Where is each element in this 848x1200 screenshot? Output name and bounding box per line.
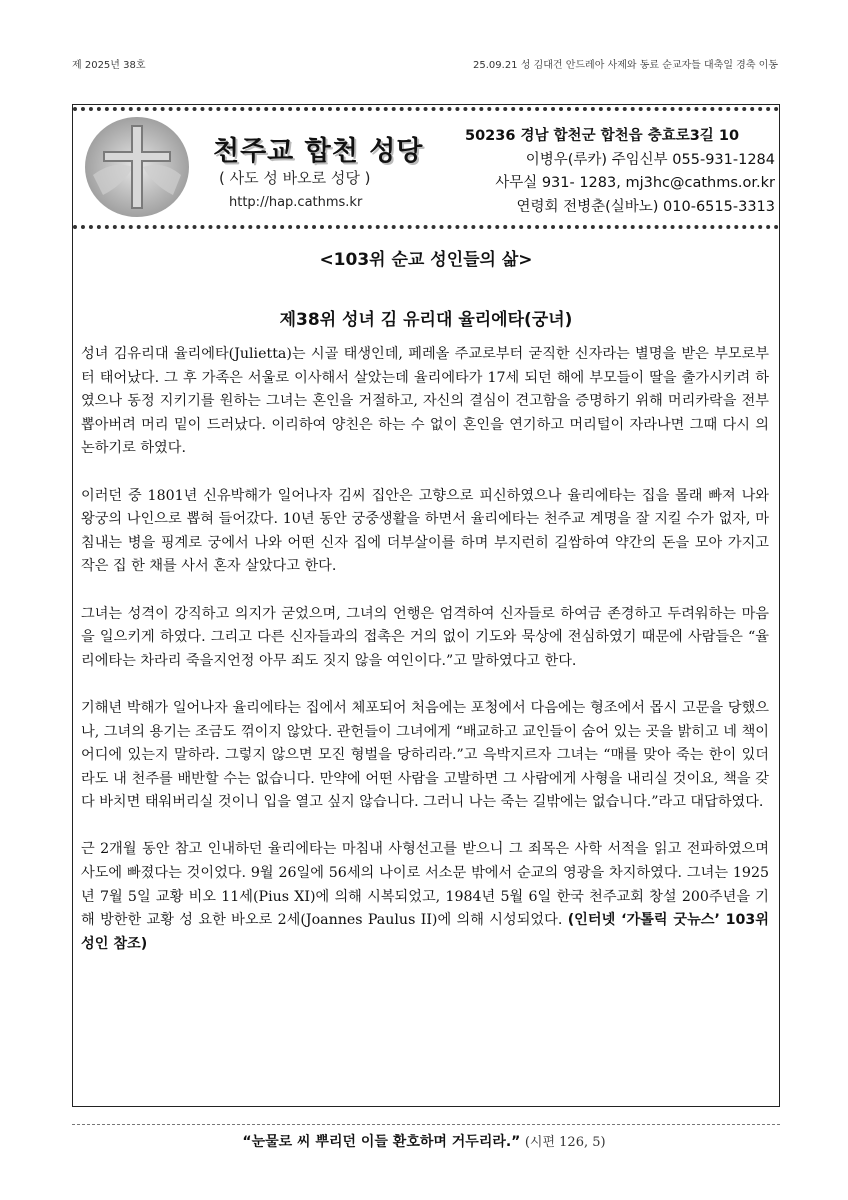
saint-title: 제38위 성녀 김 유리대 율리에타(궁녀): [279, 310, 573, 330]
dotted-divider-header: [73, 225, 779, 229]
parish-address: 50236 경남 합천군 합천읍 충효로3길 10: [465, 128, 740, 144]
parish-logo-icon: [83, 115, 191, 219]
bulletin-frame: [72, 104, 780, 1107]
footer-quote: “눈물로 씨 뿌리던 이들 환호하며 거두리라.”: [242, 1134, 521, 1150]
parish-subtitle: ( 사도 성 바오로 성당 ): [219, 169, 371, 187]
footer-citation: (시편 126, 5): [524, 1135, 606, 1150]
series-title: <103위 순교 성인들의 삶>: [319, 250, 533, 270]
article-paragraph-5: [81, 838, 769, 956]
pastor-contact: 이병우(루카) 주임신부 055-931-1284: [525, 151, 775, 168]
article-paragraph-1: 성녀 김유리대 율리에타(Julietta)는 시골 태생인데, 페레올 주교로부터 굳직한 신자라는 별명을 받은 부모로부터 태어났다. 그 후 가족은 서울로 이사해서 살았는데 율리에타가 17세 되던 해에 부모들이 딸을 출가시키려 하였으나 동정 지키기를 원하는 그녀는 혼인을 거절하고, 자신의 결심이 견고함을 증명하기 위해 머리카락을 전부 뽑아버려 머리 밑이 드러났다. 이리하여 양친은 하는 수 없이 혼인을 연기하고 머리털이 자라나면 그때 다시 의논하기로 하였다.: [81, 346, 769, 457]
article-paragraph-2: 이러던 중 1801년 신유박해가 일어나자 김씨 집안은 고향으로 피신하였으나 율리에타는 집을 몰래 빠져 나와 왕궁의 나인으로 뽑혀 들어갔다. 10년 동안 궁중생활을 하면서 율리에타는 천주교 계명을 잘 지킬 수가 없자, 마침내는 병을 핑계로 궁에서 나와 어떤 신자 집에 더부살이를 하며 부지런히 길쌈하여 약간의 돈을 모아 가지고 작은 집 한 채를 사서 혼자 살았다고 한다.: [81, 487, 769, 575]
footer-verse: [0, 1131, 848, 1151]
date-note: 25.09.21 성 김대건 안드레아 사제와 동료 순교자들 대축일 경축 이동: [473, 60, 778, 71]
parish-url[interactable]: http://hap.cathms.kr: [229, 195, 363, 210]
office-contact: 사무실 931- 1283, mj3hc@cathms.or.kr: [495, 175, 775, 191]
article-paragraph-4: 기해년 박해가 일어나자 율리에타는 집에서 체포되어 처음에는 포청에서 다음에는 형조에서 몹시 고문을 당했으나, 그녀의 용기는 조금도 꺾이지 않았다. 관헌들이 그녀에게 “배교하고 교인들이 숨어 있는 곳을 밝히고 네 책이 어디에 있는지 말하라. 그렇지 않으면 모진 형벌을 당하리라.”고 윽박지르자 그녀는 “매를 맞아 죽는 한이 있더라도 내 천주를 배반할 수는 없습니다. 만약에 어떤 사람을 고발하면 그 사람에게 사형을 내리실 것이요, 책을 갖다 바치면 태워버리실 것이니 입을 열고 싶지 않습니다. 그러니 나는 죽는 길밖에는 없습니다.”라고 대답하였다.: [81, 699, 769, 811]
article-paragraph-3: 그녀는 성격이 강직하고 의지가 굳었으며, 그녀의 언행은 엄격하여 신자들로 하여금 존경하고 두려워하는 마음을 일으키게 하였다. 그리고 다른 신자들과의 접촉은 거의 없이 기도와 묵상에 전심하였기 때문에 사람들은 “율리에타는 차라리 죽을지언정 아무 죄도 짓지 않을 여인이다.”고 말하였다고 한다.: [81, 605, 769, 669]
parish-contact-info: [465, 125, 775, 219]
article-body: [81, 343, 769, 980]
footer-divider: [72, 1124, 780, 1125]
council-contact: 연령회 전병춘(실바노) 010-6515-3313: [516, 198, 775, 215]
issue-number: 제 2025년 38호: [72, 60, 146, 71]
article-paragraph-5-text: 근 2개월 동안 참고 인내하던 율리에타는 마침내 사형선고를 받으니 그 죄목은 사학 서적을 읽고 전파하였으며 사도에 빠졌다는 것이었다. 9월 26일에 56세의 나이로 서소문 밖에서 순교의 영광을 차지하였다. 그녀는 1925년 7월 5일 교황 비오 11세(Pius XI)에 의해 시복되었고, 1984년 5월 6일 한국 천주교회 창설 200주년을 기해 방한한 교황 성 요한 바오로 2세(Joannes Paulus II)에 의해 시성되었다.: [81, 841, 769, 929]
dotted-divider-top: [73, 107, 779, 111]
article-reference: (인터넷 ‘가톨릭 굿뉴스’ 103위 성인 참조): [81, 912, 770, 952]
parish-name: 천주교 합천 성당: [213, 136, 424, 167]
